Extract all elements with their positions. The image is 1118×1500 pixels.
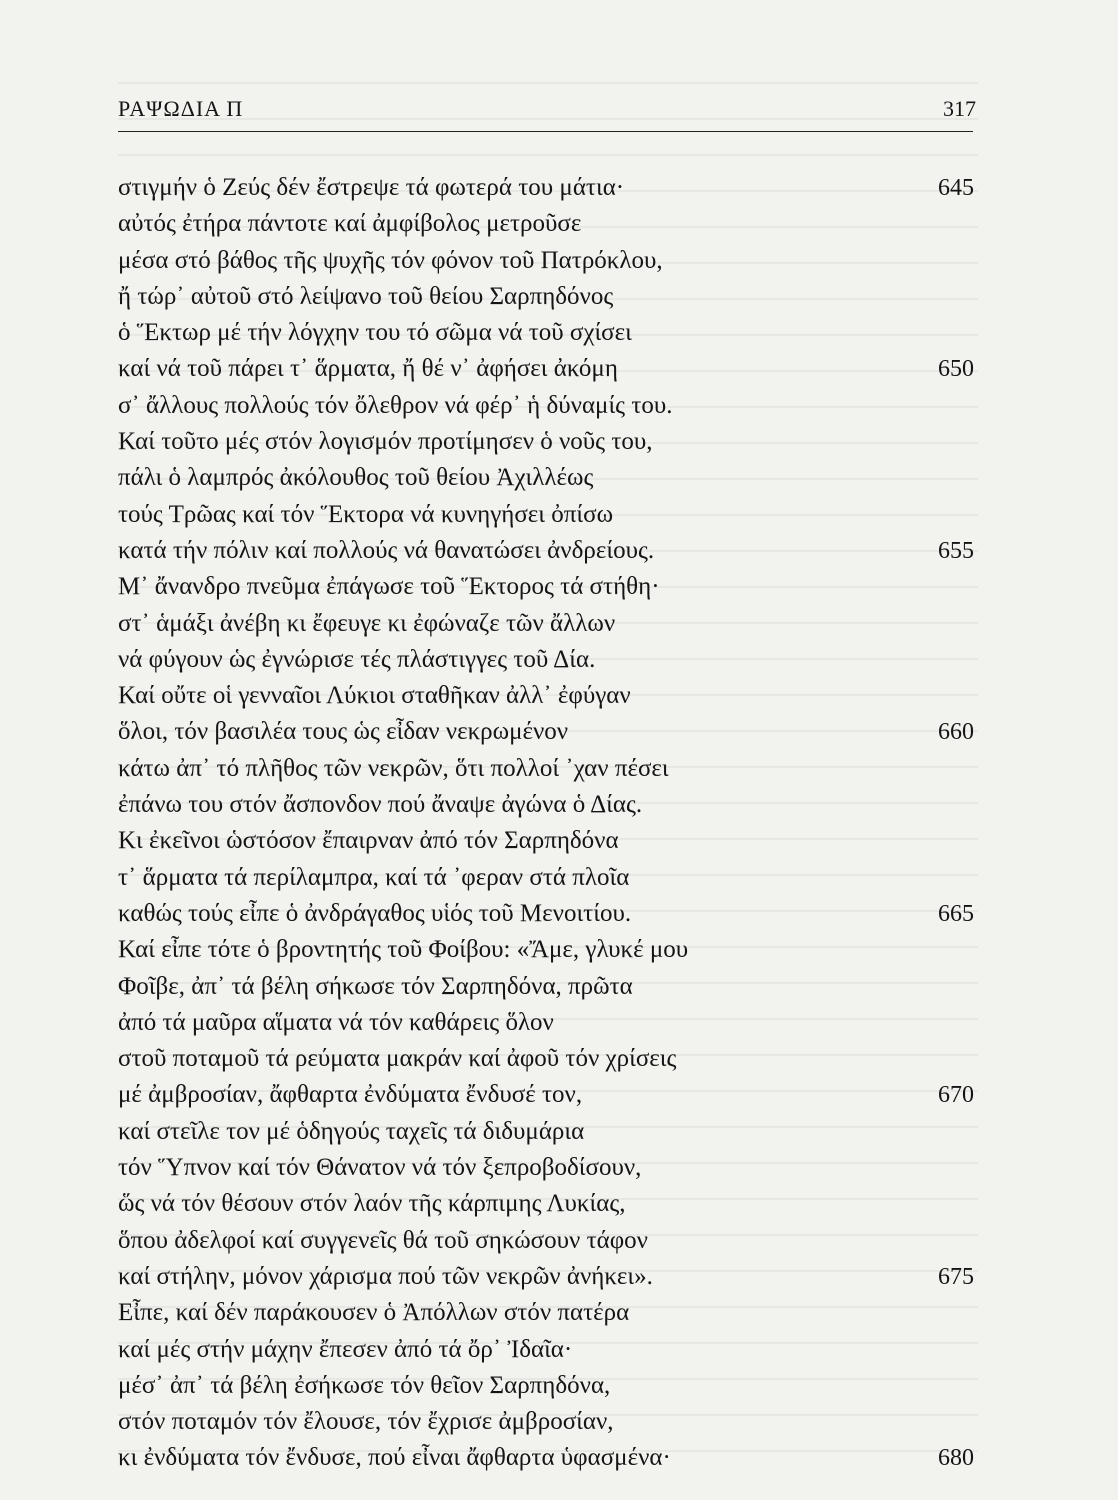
verse-text: ὁ Ἕκτωρ μέ τήν λόγχην του τό σῶμα νά τοῦ σχίσει [118,319,632,347]
verse-line [118,424,974,460]
line-number: 655 [938,537,974,564]
verse-text: ἀπό τά μαῦρα αἵματα νά τόν καθάρεις ὅλον [118,1008,554,1036]
verse-line [118,569,974,605]
verse-text: τόν Ὕπνον καί τόν Θάνατον νά τόν ξεπροβοδίσουν, [118,1154,642,1182]
verse-text: ἐπάνω του στόν ἄσπονδον πού ἄναψε ἀγώνα ὁ Δίας. [118,791,643,819]
verse-text: τ᾽ ἅρματα τά περίλαμπρα, καί τά ᾽φεραν στά πλοῖα [118,863,630,891]
verse-line [118,1114,974,1150]
verse-text: μέσ᾽ ἀπ᾽ τά βέλη ἐσήκωσε τόν θεῖον Σαρπηδόνα, [118,1371,611,1399]
verse-text: τούς Τρῶας καί τόν Ἕκτορα νά κυνηγήσει ὀπίσω [118,500,614,528]
line-number: 645 [938,175,974,201]
verse-line [118,206,974,242]
verse-line [118,606,974,642]
line-number: 680 [938,1445,974,1472]
verse-line [118,1404,974,1440]
verse-text: Φοῖβε, ἀπ᾽ τά βέλη σήκωσε τόν Σαρπηδόνα, πρῶτα [118,972,633,1000]
verse-text: καί στεῖλε τον μέ ὁδηγούς ταχεῖς τά διδυμάρια [118,1117,585,1145]
line-number: 670 [938,1082,974,1109]
verse-text: στοῦ ποταμοῦ τά ρεύματα μακράν καί ἀφοῦ τόν χρίσεις [118,1045,677,1073]
verse-text: καί νά τοῦ πάρει τ᾽ ἅρματα, ἤ θέ ν᾽ ἀφήσει ἀκόμη [118,355,618,383]
verse-line [118,823,974,859]
line-number: 660 [938,719,974,746]
page-number: 317 [943,96,976,121]
line-number: 675 [938,1263,974,1290]
verse-line [118,351,974,387]
line-number: 650 [938,356,974,383]
verse-line [118,1041,974,1077]
verse-text: στιγμήν ὁ Ζεύς δέν ἔστρεψε τά φωτερά του μάτια· [118,174,625,201]
verse-text: νά φύγουν ὡς ἐγνώρισε τές πλάστιγγες τοῦ Δία. [118,645,596,673]
verse-text: πάλι ὁ λαμπρός ἀκόλουθος τοῦ θείου Ἀχιλλέως [118,464,594,492]
verse-text: στόν ποταμόν τόν ἔλουσε, τόν ἔχρισε ἀμβροσίαν, [118,1408,614,1436]
verse-line [118,896,974,932]
verse-text: καθώς τούς εἶπε ὁ ἀνδράγαθος υἱός τοῦ Μενοιτίου. [118,899,632,927]
verse-text: ὅλοι, τόν βασιλέα τους ὡς εἶδαν νεκρωμένον [118,718,569,746]
verse-line [118,279,974,315]
verse-line [118,460,974,496]
verse-text: αὐτός ἐτήρα πάντοτε καί ἀμφίβολος μετροῦσε [118,210,582,238]
verse-line [118,751,974,787]
verse-text: καί στήλην, μόνον χάρισμα πού τῶν νεκρῶν ἀνήκει». [118,1262,653,1290]
header-rule [118,131,973,132]
verse-text: Εἶπε, καί δέν παράκουσεν ὁ Ἀπόλλων στόν πατέρα [118,1299,630,1327]
verse-text: σ᾽ ἄλλους πολλούς τόν ὄλεθρον νά φέρ᾽ ἡ δύναμίς του. [118,391,673,419]
verse-line [118,860,974,896]
verse-line [118,1150,974,1186]
verse-text: καί μές στήν μάχην ἔπεσεν ἀπό τά ὄρ᾽ Ἰδαῖα· [118,1335,573,1363]
verse-line [118,533,974,569]
verse-text: κι ἐνδύματα τόν ἔνδυσε, πού εἶναι ἄφθαρτα ὑφασμένα· [118,1444,671,1472]
verse-line [118,932,974,968]
verse-line [118,315,974,351]
verse-line [118,678,974,714]
running-head [118,96,976,130]
verse-line [118,1332,974,1368]
verse-line [118,1077,974,1113]
verse-text: ὥς νά τόν θέσουν στόν λαόν τῆς κάρπιμης Λυκίας, [118,1190,626,1218]
verse-line [118,714,974,750]
verse-line [118,1259,974,1295]
verse-line [118,497,974,533]
verse-text: μέ ἀμβροσίαν, ἄφθαρτα ἐνδύματα ἔνδυσέ τον, [118,1081,583,1109]
verse-line [118,787,974,823]
verse-line [118,1368,974,1404]
verse-text: κατά τήν πόλιν καί πολλούς νά θανατώσει ἀνδρείους. [118,536,655,564]
verse-line [118,1005,974,1041]
verse-text: κάτω ἀπ᾽ τό πλῆθος τῶν νεκρῶν, ὅτι πολλοί ᾽χαν πέσει [118,754,669,782]
verse-line [118,1295,974,1331]
verse-text: Κι ἐκεῖνοι ὡστόσον ἔπαιρναν ἀπό τόν Σαρπηδόνα [118,827,619,855]
verse-text: μέσα στό βάθος τῆς ψυχῆς τόν φόνον τοῦ Πατρόκλου, [118,246,663,274]
line-number: 665 [938,900,974,927]
verse-text: ὅπου ἀδελφοί καί συγγενεῖς θά τοῦ σηκώσουν τάφον [118,1226,648,1254]
verse-line [118,388,974,424]
verse-text: ἤ τώρ᾽ αὐτοῦ στό λείψανο τοῦ θείου Σαρπηδόνος [118,282,614,310]
verse-line [118,170,974,206]
verse-line [118,243,974,279]
verse-text: Μ᾽ ἄνανδρο πνεῦμα ἐπάγωσε τοῦ Ἕκτορος τά στήθη· [118,573,660,601]
running-title: ΡΑΨΩΔΙΑ Π [118,96,244,121]
verse-text: Καί τοῦτο μές στόν λογισμόν προτίμησεν ὁ νοῦς του, [118,428,653,456]
verse-line [118,1186,974,1222]
verse-line [118,1440,974,1476]
verse-line [118,642,974,678]
verse-line [118,969,974,1005]
verse-text: Καί εἶπε τότε ὁ βροντητής τοῦ Φοίβου: «Ἄμε, γλυκέ μου [118,936,689,964]
verse-block [118,170,974,1477]
verse-text: στ᾽ ἁμάξι ἀνέβη κι ἔφευγε κι ἐφώναζε τῶν ἄλλων [118,609,616,637]
verse-text: Καί οὔτε οἱ γενναῖοι Λύκιοι σταθῆκαν ἀλλ᾽ ἐφύγαν [118,682,631,710]
verse-line [118,1223,974,1259]
